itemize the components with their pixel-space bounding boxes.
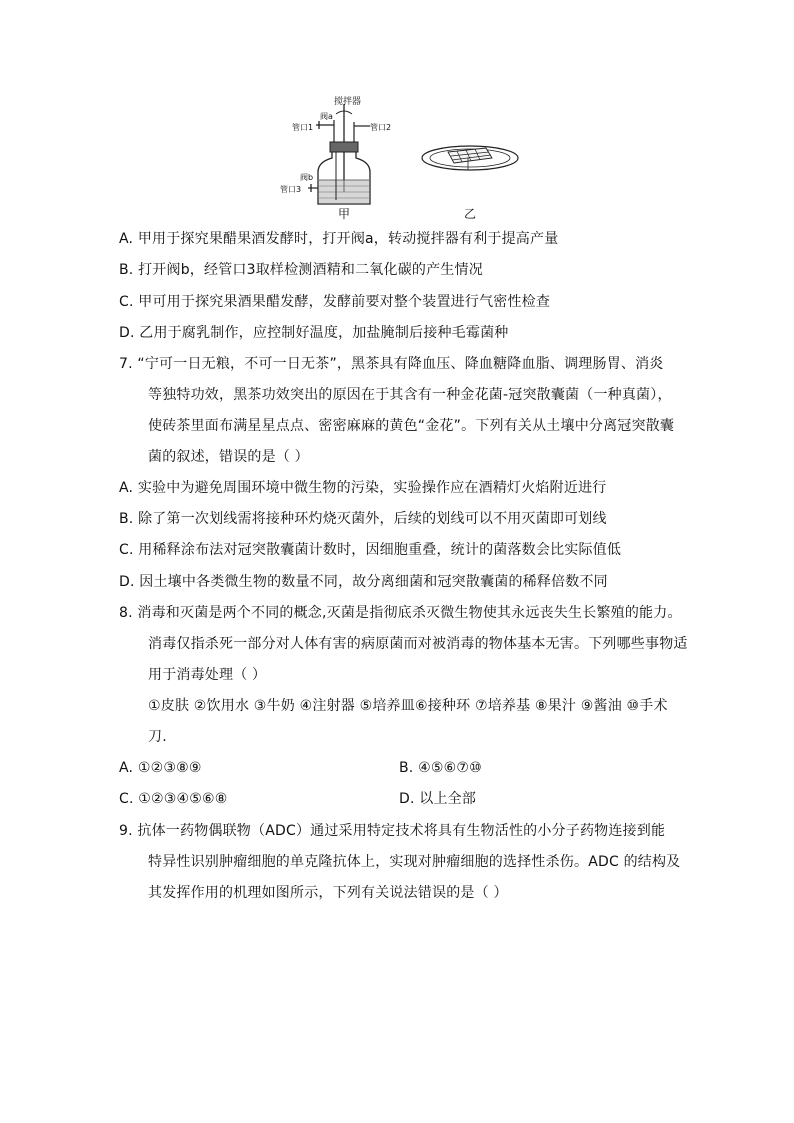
q7-option-b: B. 除了第一次划线需将接种环灼烧灭菌外，后续的划线可以不用灭菌即可划线 xyxy=(119,511,607,527)
q8-option-b: B. ④⑤⑥⑦⑩ xyxy=(399,760,482,776)
q6-option-b: B. 打开阀b，经管口3取样检测酒精和二氧化碳的产生情况 xyxy=(119,262,483,278)
q9-stem-line-2: 特异性识别肿瘤细胞的单克隆抗体上，实现对肿瘤细胞的选择性杀伤。ADC 的结构及 xyxy=(148,854,681,870)
q8-stem-line-2: 消毒仅指杀死一部分对人体有害的病原菌而对被消毒的物体基本无害。下列哪些事物适 xyxy=(148,636,688,652)
q8-stem-line-3: 用于消毒处理（ ） xyxy=(148,667,267,683)
q6-option-d: D. 乙用于腐乳制作，应控制好温度，加盐腌制后接种毛霉菌种 xyxy=(119,325,509,341)
apparatus-figure xyxy=(270,92,540,222)
q8-stem-line-4: ①皮肤 ②饮用水 ③牛奶 ④注射器 ⑤培养皿⑥接种环 ⑦培养基 ⑧果汁 ⑨酱油 ⑩手术 xyxy=(148,698,668,714)
figure-caption-jia: 甲 xyxy=(338,207,351,221)
q7-option-c: C. 用稀释涂布法对冠突散囊菌计数时，因细胞重叠，统计的菌落数会比实际值低 xyxy=(119,542,622,558)
q8-option-a: A. ①②③⑧⑨ xyxy=(119,760,202,776)
valve-b-label: 阀b xyxy=(300,173,314,182)
port-3-label: 管口3 xyxy=(280,185,302,194)
q7-stem-line-3: 使砖茶里面布满星星点点、密密麻麻的黄色“金花”。下列有关从土壤中分离冠突散囊 xyxy=(148,418,675,434)
q6-option-c: C. 甲可用于探究果酒果醋发酵，发酵前要对整个装置进行气密性检查 xyxy=(119,294,551,310)
q6-option-a: A. 甲用于探究果醋果酒发酵时，打开阀a，转动搅拌器有利于提高产量 xyxy=(119,231,559,247)
q8-option-c: C. ①②③④⑤⑥⑧ xyxy=(119,791,228,807)
q8-stem-line-1: 8. 消毒和灭菌是两个不同的概念,灭菌是指彻底杀灭微生物使其永远丧失生长繁殖的能力。 xyxy=(119,605,682,621)
q7-option-d: D. 因土壤中各类微生物的数量不同，故分离细菌和冠突散囊菌的稀释倍数不同 xyxy=(119,574,608,590)
fermentation-bottle-diagram xyxy=(270,92,540,222)
port-1-label: 管口1 xyxy=(292,123,314,132)
q9-stem-line-1: 9. 抗体一药物偶联物（ADC）通过采用特定技术将具有生物活性的小分子药物连接到能 xyxy=(119,823,666,839)
figure-caption-yi: 乙 xyxy=(464,207,477,221)
q8-option-d: D. 以上全部 xyxy=(399,791,477,807)
q7-stem-line-4: 菌的叙述，错误的是（ ） xyxy=(148,449,309,465)
q9-stem-line-3: 其发挥作用的机理如图所示，下列有关说法错误的是（ ） xyxy=(148,885,508,901)
q8-stem-line-5: 刀. xyxy=(148,729,167,745)
valve-a-label: 阀a xyxy=(320,112,333,121)
q7-option-a: A. 实验中为避免周围环境中微生物的污染，实验操作应在酒精灯火焰附近进行 xyxy=(119,480,607,496)
port-2-label: 管口2 xyxy=(370,123,392,132)
q7-stem-line-1: 7. “宁可一日无粮，不可一日无茶”，黑茶具有降血压、降血糖降血脂、调理肠胃、消炎 xyxy=(119,356,664,372)
q7-stem-line-2: 等独特功效，黑茶功效突出的原因在于其含有一种金花菌-冠突散囊菌（一种真菌）， xyxy=(148,387,672,403)
stirrer-label: 搅拌器 xyxy=(334,97,362,107)
